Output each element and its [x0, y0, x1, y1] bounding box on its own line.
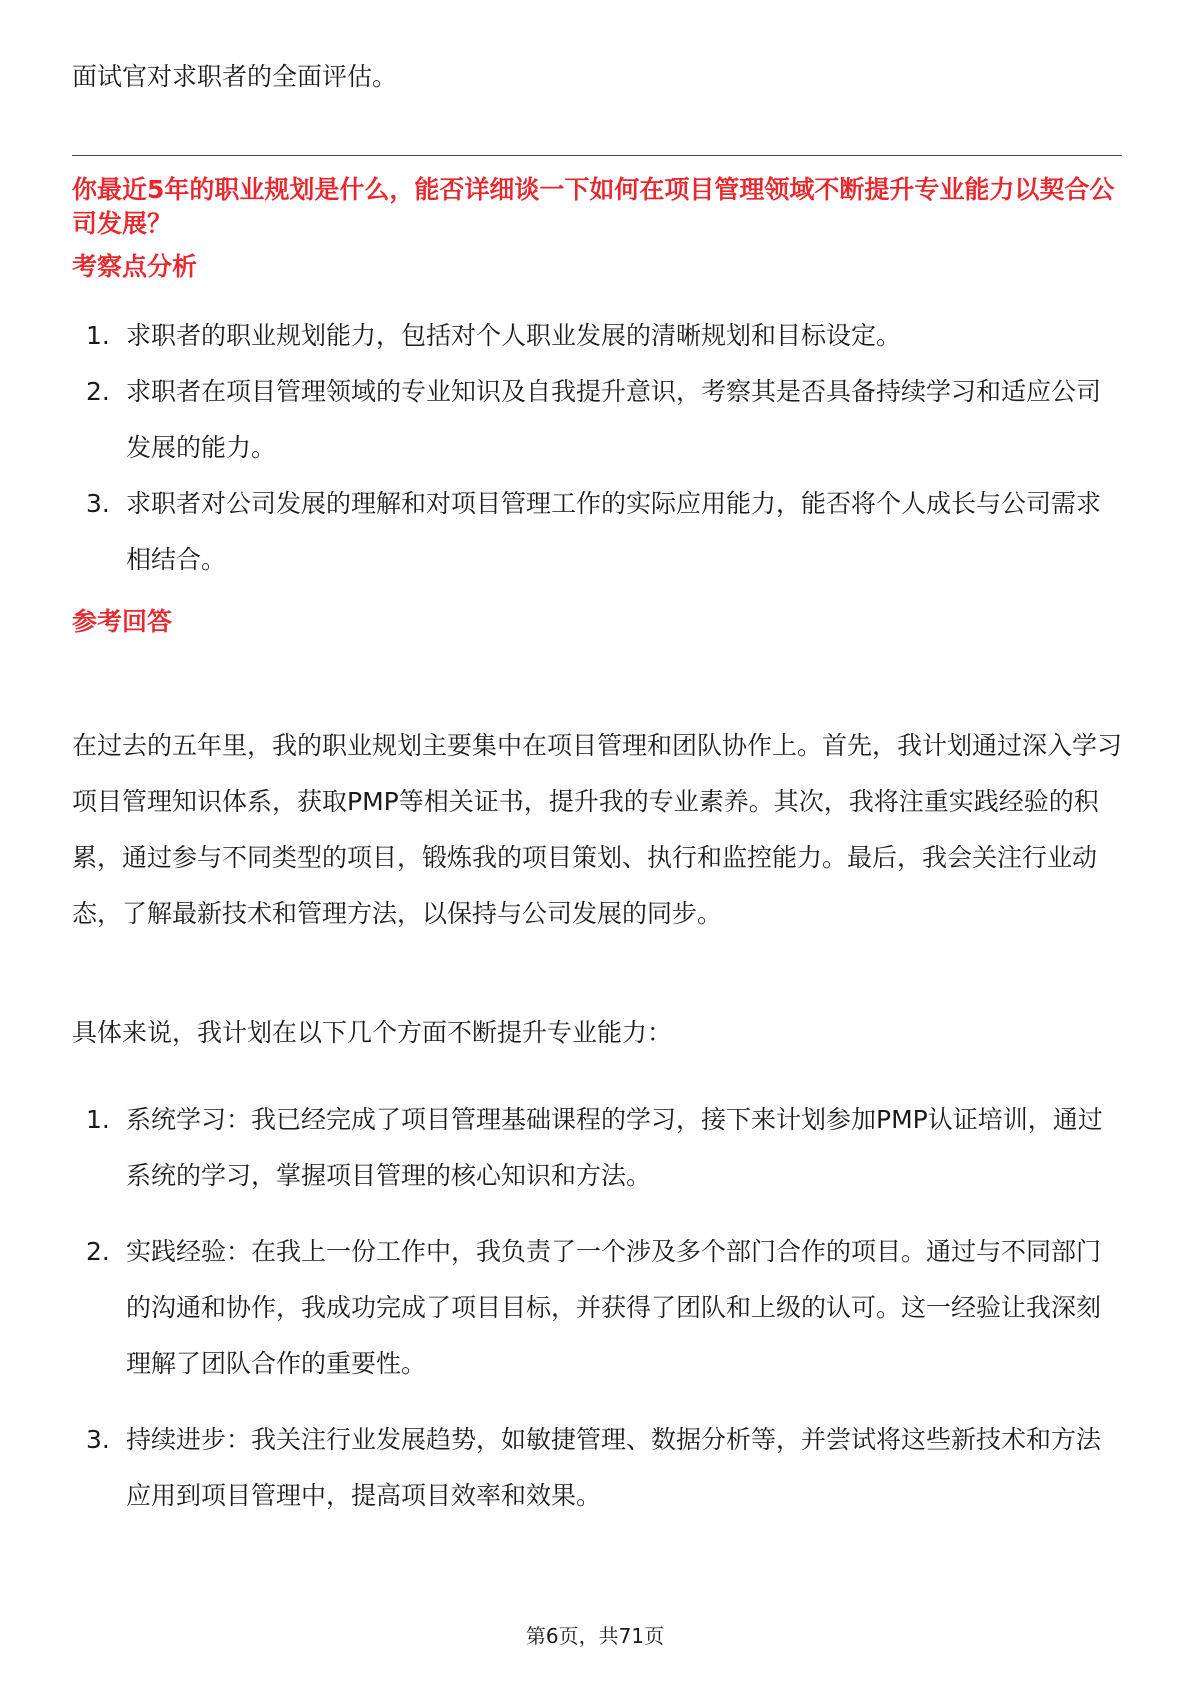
list-number: 2. [86, 377, 110, 406]
list-number: 3. [86, 1425, 110, 1454]
answer-title: 参考回答 [72, 607, 173, 636]
list-text: 求职者对公司发展的理解和对项目管理工作的实际应用能力，能否将个人成长与公司需求相结合。 [126, 489, 1102, 574]
list-item [72, 476, 1122, 588]
list-item [72, 1092, 1122, 1204]
list-item [72, 1412, 1122, 1524]
answer-paragraph: 在过去的五年里，我的职业规划主要集中在项目管理和团队协作上。首先，我计划通过深入学习项目管理知识体系，获取PMP等相关证书，提升我的专业素养。其次，我将注重实践经验的积累，通过参与不同类型的项目，锻炼我的项目策划、执行和监控能力。最后，我会关注行业动态，了解最新技术和管理方法，以保持与公司发展的同步。 [72, 731, 1123, 928]
list-number: 2. [86, 1237, 110, 1266]
answer-list [72, 1092, 1122, 1544]
list-text: 持续进步：我关注行业发展趋势，如敏捷管理、数据分析等，并尝试将这些新技术和方法应用到项目管理中，提高项目效率和效果。 [126, 1425, 1102, 1510]
list-text: 求职者的职业规划能力，包括对个人职业发展的清晰规划和目标设定。 [126, 321, 902, 350]
list-item [72, 364, 1122, 476]
list-text: 系统学习：我已经完成了项目管理基础课程的学习，接下来计划参加PMP认证培训，通过系统的学习，掌握项目管理的核心知识和方法。 [126, 1105, 1103, 1190]
answer-intro: 具体来说，我计划在以下几个方面不断提升专业能力： [72, 1018, 673, 1047]
list-number: 3. [86, 489, 110, 518]
intro-text: 面试官对求职者的全面评估。 [72, 62, 398, 91]
page-footer: 第6页，共71页 [525, 1624, 665, 1648]
list-number: 1. [86, 1105, 110, 1134]
list-text: 求职者在项目管理领域的专业知识及自我提升意识，考察其是否具备持续学习和适应公司发展的能力。 [126, 377, 1102, 462]
section-divider [72, 155, 1122, 156]
list-number: 1. [86, 321, 110, 350]
analysis-list [72, 308, 1122, 588]
list-item [72, 1224, 1122, 1392]
question-heading: 你最近5年的职业规划是什么，能否详细谈一下如何在项目管理领域不断提升专业能力以契合公司发展？ [72, 175, 1115, 238]
list-item [72, 308, 1122, 364]
analysis-title: 考察点分析 [72, 252, 198, 281]
list-text: 实践经验：在我上一份工作中，我负责了一个涉及多个部门合作的项目。通过与不同部门的沟通和协作，我成功完成了项目目标，并获得了团队和上级的认可。这一经验让我深刻理解了团队合作的重要性。 [126, 1237, 1102, 1378]
